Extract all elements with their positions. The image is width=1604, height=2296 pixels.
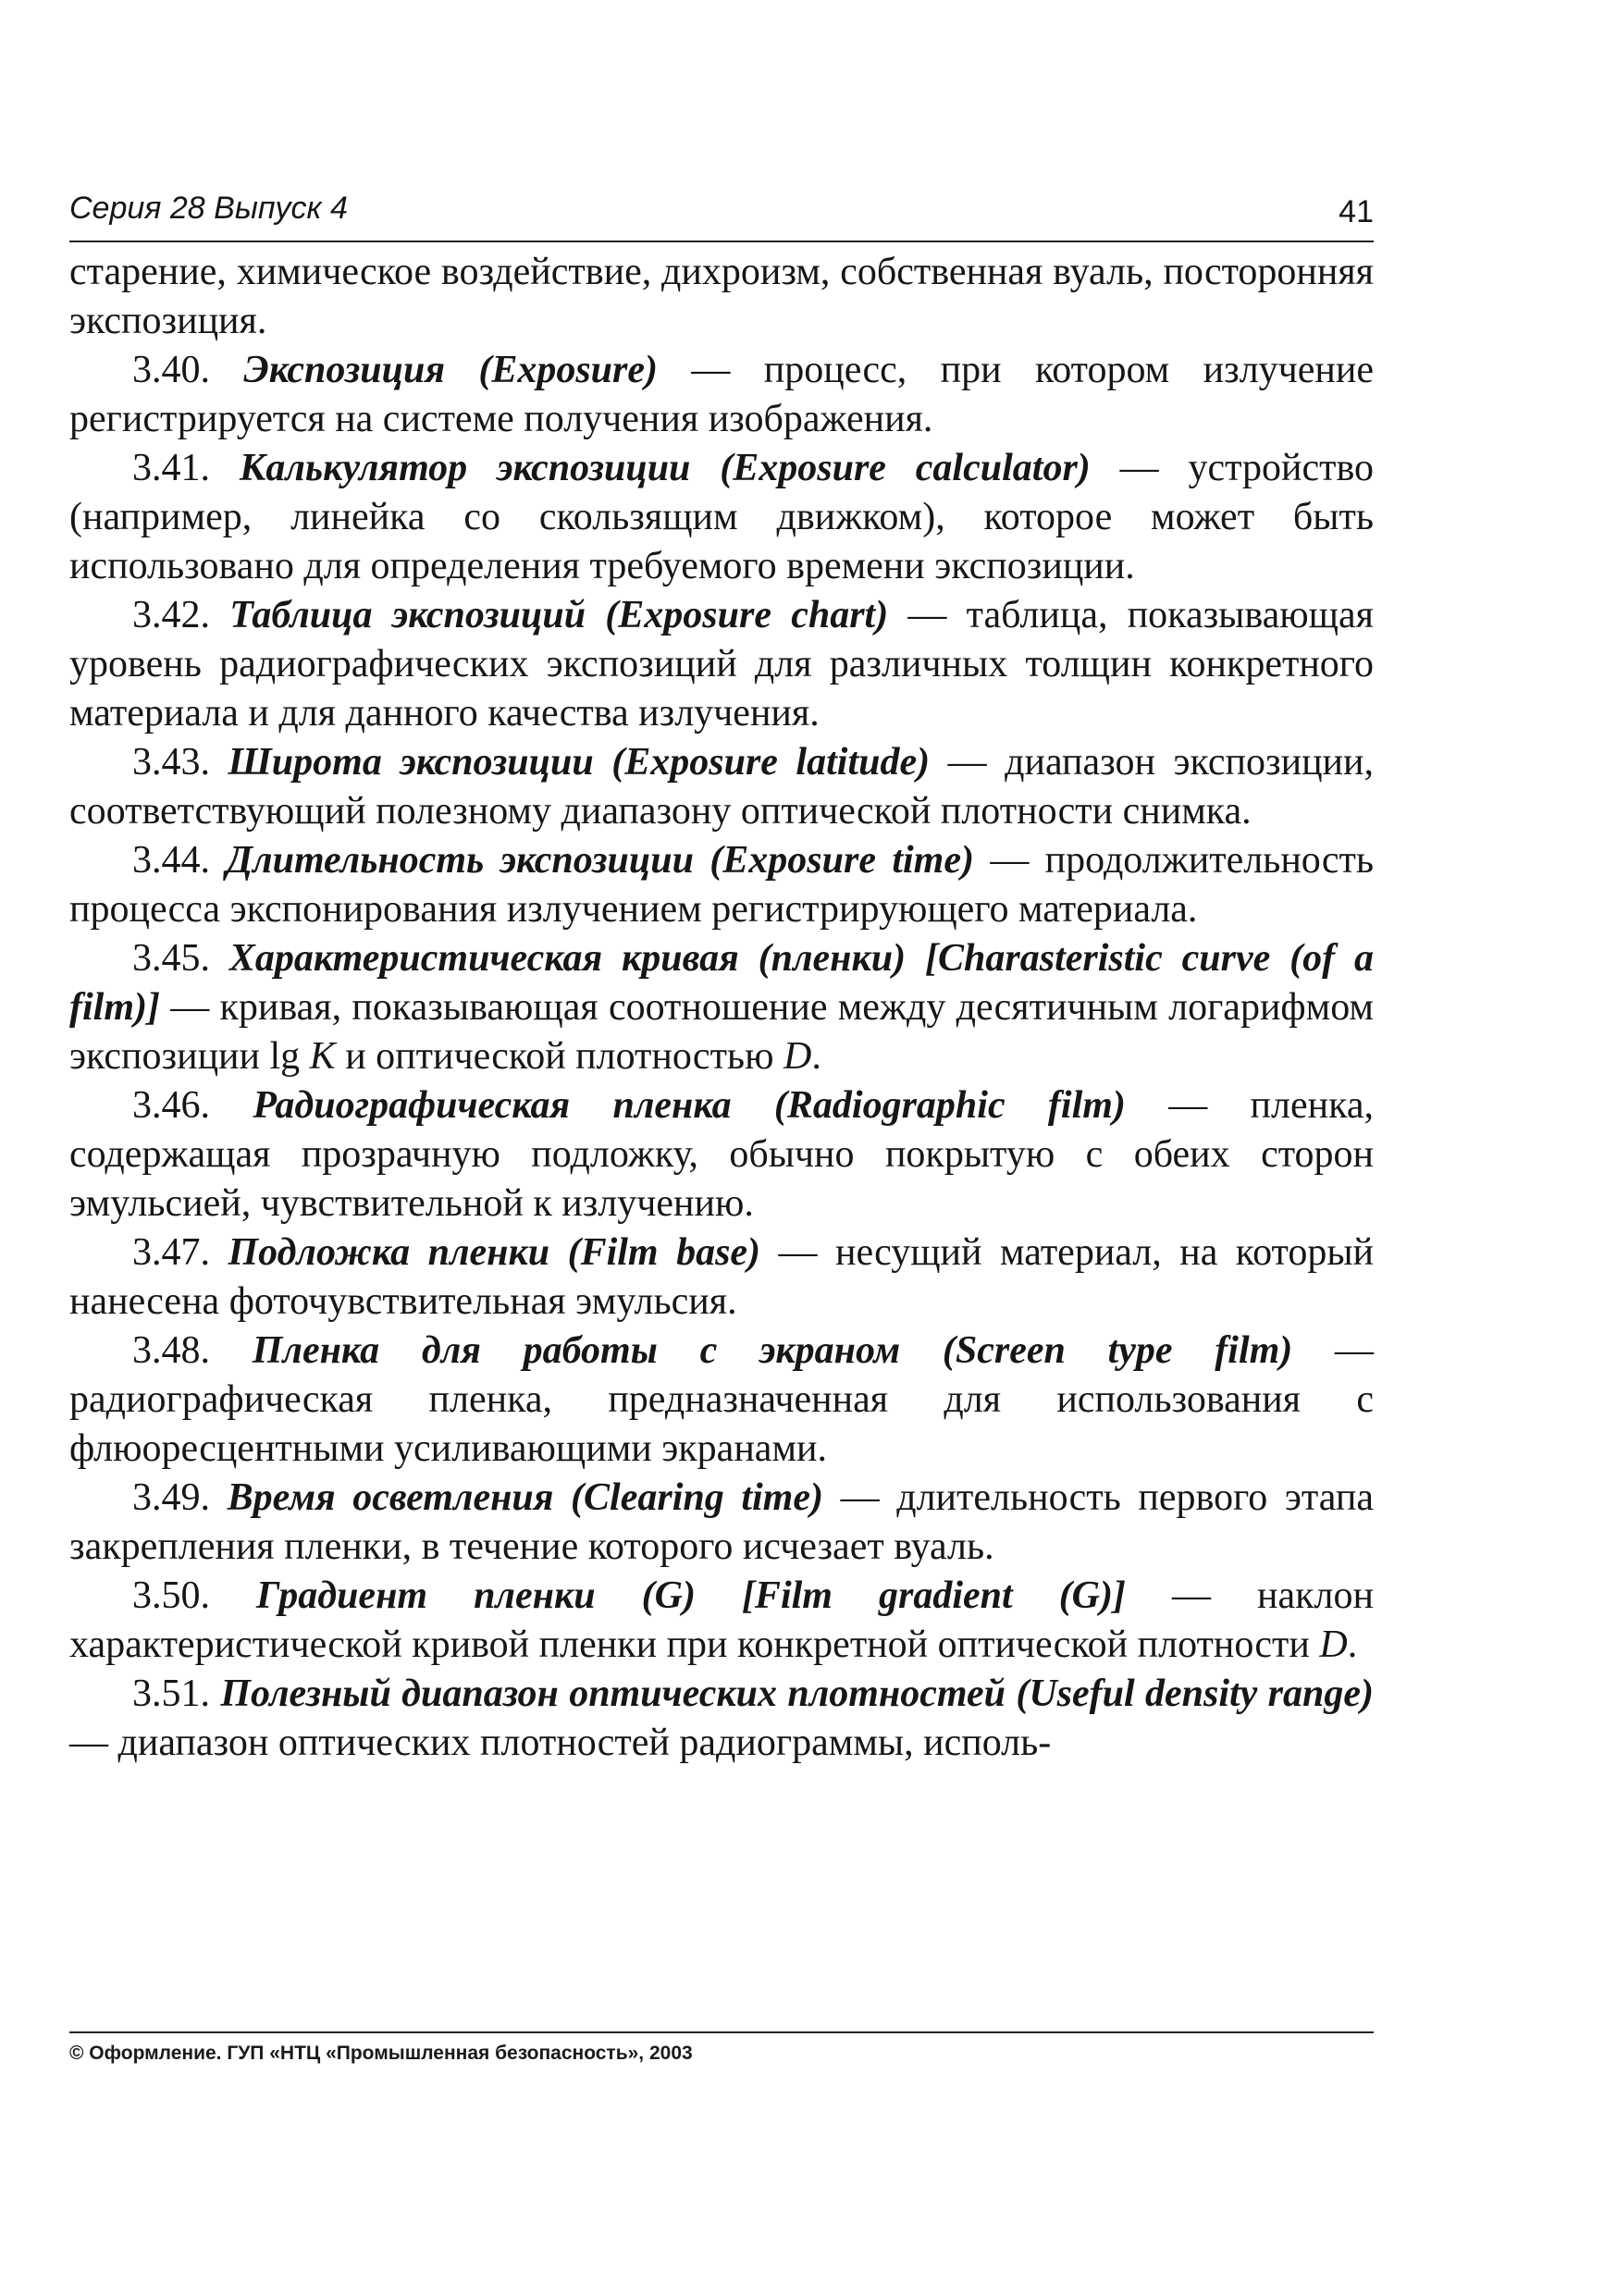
term: Калькулятор экспозиции (Exposure calculator) (239, 447, 1091, 489)
entry-number: 3.46. (132, 1084, 210, 1127)
entry-3-44 (69, 836, 1374, 934)
definition: — длительность первого этапа закрепления пленки, в течение которого исчезает вуаль. (69, 1476, 1374, 1568)
definition: — диапазон экспозиции, соответствующий полезному диапазону оптической плотности снимка. (69, 741, 1375, 833)
definition-end: . (1347, 1623, 1358, 1666)
variable-k: K (309, 1035, 336, 1078)
variable-d: D (783, 1035, 812, 1078)
entry-3-49 (69, 1474, 1374, 1572)
term: Время осветления (Clearing time) (227, 1476, 823, 1519)
entry-number: 3.45. (132, 937, 210, 980)
document-page (69, 185, 1374, 1768)
definition: — несущий материал, на который нанесена фоточувствительная эмульсия. (69, 1231, 1375, 1323)
entry-number: 3.48. (132, 1329, 210, 1372)
term: Пленка для работы с экраном (Screen type film) (252, 1329, 1293, 1372)
entry-3-50 (69, 1572, 1374, 1670)
term: Радиографическая пленка (Radiographic film) (253, 1084, 1126, 1127)
term: Таблица экспозиций (Exposure chart) (229, 594, 889, 636)
entry-3-40 (69, 346, 1374, 444)
definition-end: . (811, 1035, 821, 1078)
term: Градиент пленки (G) [Film gradient (G)] (256, 1574, 1126, 1617)
definition: — устройство (например, линейка со скользящим движком), которое может быть использовано для определения требуемого времени экспозиции. (69, 447, 1374, 587)
entry-number: 3.42. (132, 594, 210, 636)
entry-3-43 (69, 738, 1374, 836)
entry-3-48 (69, 1327, 1374, 1474)
entry-number: 3.41. (132, 447, 210, 489)
entry-number: 3.44. (132, 839, 210, 882)
entry-number: 3.50. (132, 1574, 210, 1617)
term: Длительность экспозиции (Exposure time) (226, 839, 974, 882)
term: Полезный диапазон оптических плотностей (Useful density range) (220, 1673, 1374, 1715)
term: Экспозиция (Exposure) (243, 349, 659, 391)
variable-d: D (1319, 1623, 1348, 1666)
entry-3-47 (69, 1228, 1374, 1327)
entry-number: 3.40. (132, 349, 210, 391)
entry-3-46 (69, 1081, 1374, 1228)
definition: — таблица, показывающая уровень радиографических экспозиций для различных толщин конкретного материала и для данного качества излучения. (69, 594, 1374, 734)
running-header (69, 185, 1374, 242)
entry-3-42 (69, 591, 1374, 738)
definition: — диапазон оптических плотностей радиограммы, исполь- (69, 1722, 1052, 1764)
entry-number: 3.43. (132, 741, 210, 784)
copyright-footer: © Оформление. ГУП «НТЦ «Промышленная безопасность», 2003 (69, 2031, 1374, 2065)
definition: — пленка, содержащая прозрачную подложку, обычно покрытую с обеих сторон эмульсией, чувствительной к излучению. (69, 1084, 1375, 1225)
series-title: Серия 28 Выпуск 4 (69, 191, 348, 226)
definition: — наклон характеристической кривой пленки при конкретной оптической плотности (69, 1574, 1374, 1666)
entry-3-45 (69, 934, 1374, 1081)
definition: — кривая, показывающая соотношение между десятичным логарифмом экспозиции lg (69, 986, 1374, 1078)
continuation-paragraph: старение, химическое воздействие, дихроизм, собственная вуаль, посторонняя экспозиция. (69, 251, 1374, 342)
entry-number: 3.47. (132, 1231, 210, 1274)
entry-3-51 (69, 1670, 1374, 1768)
term: Подложка пленки (Film base) (228, 1231, 761, 1274)
entry-number: 3.51. (132, 1673, 210, 1715)
entry-3-41 (69, 444, 1374, 591)
definition: — процесс, при котором излучение регистрируется на системе получения изображения. (69, 349, 1375, 440)
definition: — радиографическая пленка, предназначенная для использования с флюоресцентными усиливающими экранами. (69, 1329, 1375, 1470)
body-text (69, 248, 1374, 1768)
entry-number: 3.49. (132, 1476, 210, 1519)
term: Широта экспозиции (Exposure latitude) (228, 741, 931, 784)
page-number: 41 (1339, 194, 1374, 229)
definition: — продолжительность процесса экспонирования излучением регистрирующего материала. (69, 839, 1374, 931)
term: Характеристическая кривая (пленки) [Charasteristic curve (of a film)] (69, 937, 1375, 1029)
definition-continued: и оптической плотностью (335, 1035, 783, 1078)
